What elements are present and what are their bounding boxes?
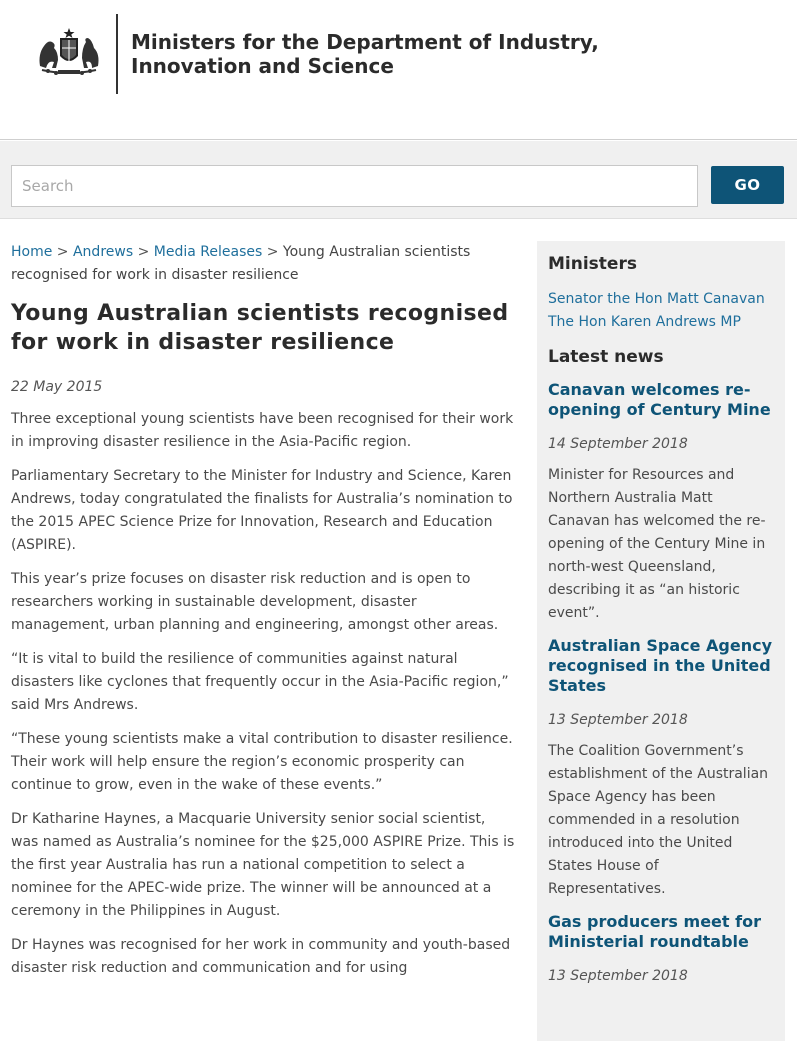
article-paragraph: Dr Haynes was recognised for her work in community and youth-based disaster risk reduction and communication and for using <box>11 937 511 976</box>
news-title-link[interactable]: Australian Space Agency recognised in the United States <box>548 636 773 695</box>
article-paragraph: Parliamentary Secretary to the Minister for Industry and Science, Karen Andrews, today congratulated the finalists for Australia’s nomination to the 2015 APEC Science Prize for Innovation, Research and Education (ASPIRE). <box>11 468 513 553</box>
news-summary: Minister for Resources and Northern Australia Matt Canavan has welcomed the re-opening of the Century Mine in north-west Queensland, describing it as “an historic event”. <box>548 467 766 621</box>
news-title-link[interactable]: Gas producers meet for Ministerial roundtable <box>548 912 761 951</box>
breadcrumb-home-link[interactable]: Home <box>11 244 53 260</box>
breadcrumb-separator: > <box>56 244 69 260</box>
article-paragraph: This year’s prize focuses on disaster risk reduction and is open to researchers working in sustainable development, disaster management, urban planning and engineering, amongst other areas. <box>11 571 499 633</box>
ministers-heading: Ministers <box>548 254 637 274</box>
news-date: 14 September 2018 <box>548 436 688 452</box>
latest-news-heading: Latest news <box>548 347 664 367</box>
breadcrumb-media-releases-link[interactable]: Media Releases <box>153 244 263 260</box>
ministers-list <box>548 288 774 334</box>
coat-of-arms-icon <box>34 26 104 76</box>
search-input[interactable] <box>11 165 698 207</box>
news-date: 13 September 2018 <box>548 968 688 984</box>
article-date: 22 May 2015 <box>11 379 103 395</box>
breadcrumb <box>11 241 516 287</box>
news-date: 13 September 2018 <box>548 712 688 728</box>
breadcrumb-separator: > <box>137 244 150 260</box>
site-header <box>0 0 797 140</box>
article-paragraph: Dr Katharine Haynes, a Macquarie University senior social scientist, was named as Australia’s nominee for the $25,000 ASPIRE Prize. This is the first year Australia has run a national competition to select a nominee for the APEC-wide prize. The winner will be announced at a ceremony in the Philippines in August. <box>11 811 515 919</box>
article-paragraph: Three exceptional young scientists have been recognised for their work in improving disaster resilience in the Asia-Pacific region. <box>11 411 514 450</box>
news-title-link[interactable]: Canavan welcomes re-opening of Century Mine <box>548 380 771 419</box>
breadcrumb-separator: > <box>266 244 279 260</box>
sidebar <box>537 241 785 1041</box>
article-paragraph: “It is vital to build the resilience of communities against natural disasters like cyclones that frequently occur in the Asia-Pacific region,” said Mrs Andrews. <box>11 651 509 713</box>
article-main <box>11 241 516 980</box>
search-bar <box>0 141 797 219</box>
minister-link-andrews[interactable]: The Hon Karen Andrews MP <box>548 314 741 330</box>
page-title: Young Australian scientists recognised for work in disaster resilience <box>11 301 509 355</box>
search-go-button[interactable]: GO <box>711 166 784 204</box>
news-summary: The Coalition Government’s establishment of the Australian Space Agency has been commended in a resolution introduced into the United States House of Representatives. <box>548 743 769 897</box>
header-divider <box>116 14 118 94</box>
news-item <box>548 636 774 901</box>
article-paragraph: “These young scientists make a vital contribution to disaster resilience. Their work will help ensure the region’s economic prosperity can continue to grow, even in the wake of these events.” <box>11 731 513 793</box>
breadcrumb-current: Young Australian scientists recognised for work in disaster resilience <box>11 244 471 283</box>
news-item <box>548 380 774 625</box>
site-title[interactable]: Ministers for the Department of Industry, Innovation and Science <box>131 30 599 78</box>
minister-link-canavan[interactable]: Senator the Hon Matt Canavan <box>548 291 765 307</box>
breadcrumb-andrews-link[interactable]: Andrews <box>72 244 134 260</box>
news-item <box>548 912 774 986</box>
